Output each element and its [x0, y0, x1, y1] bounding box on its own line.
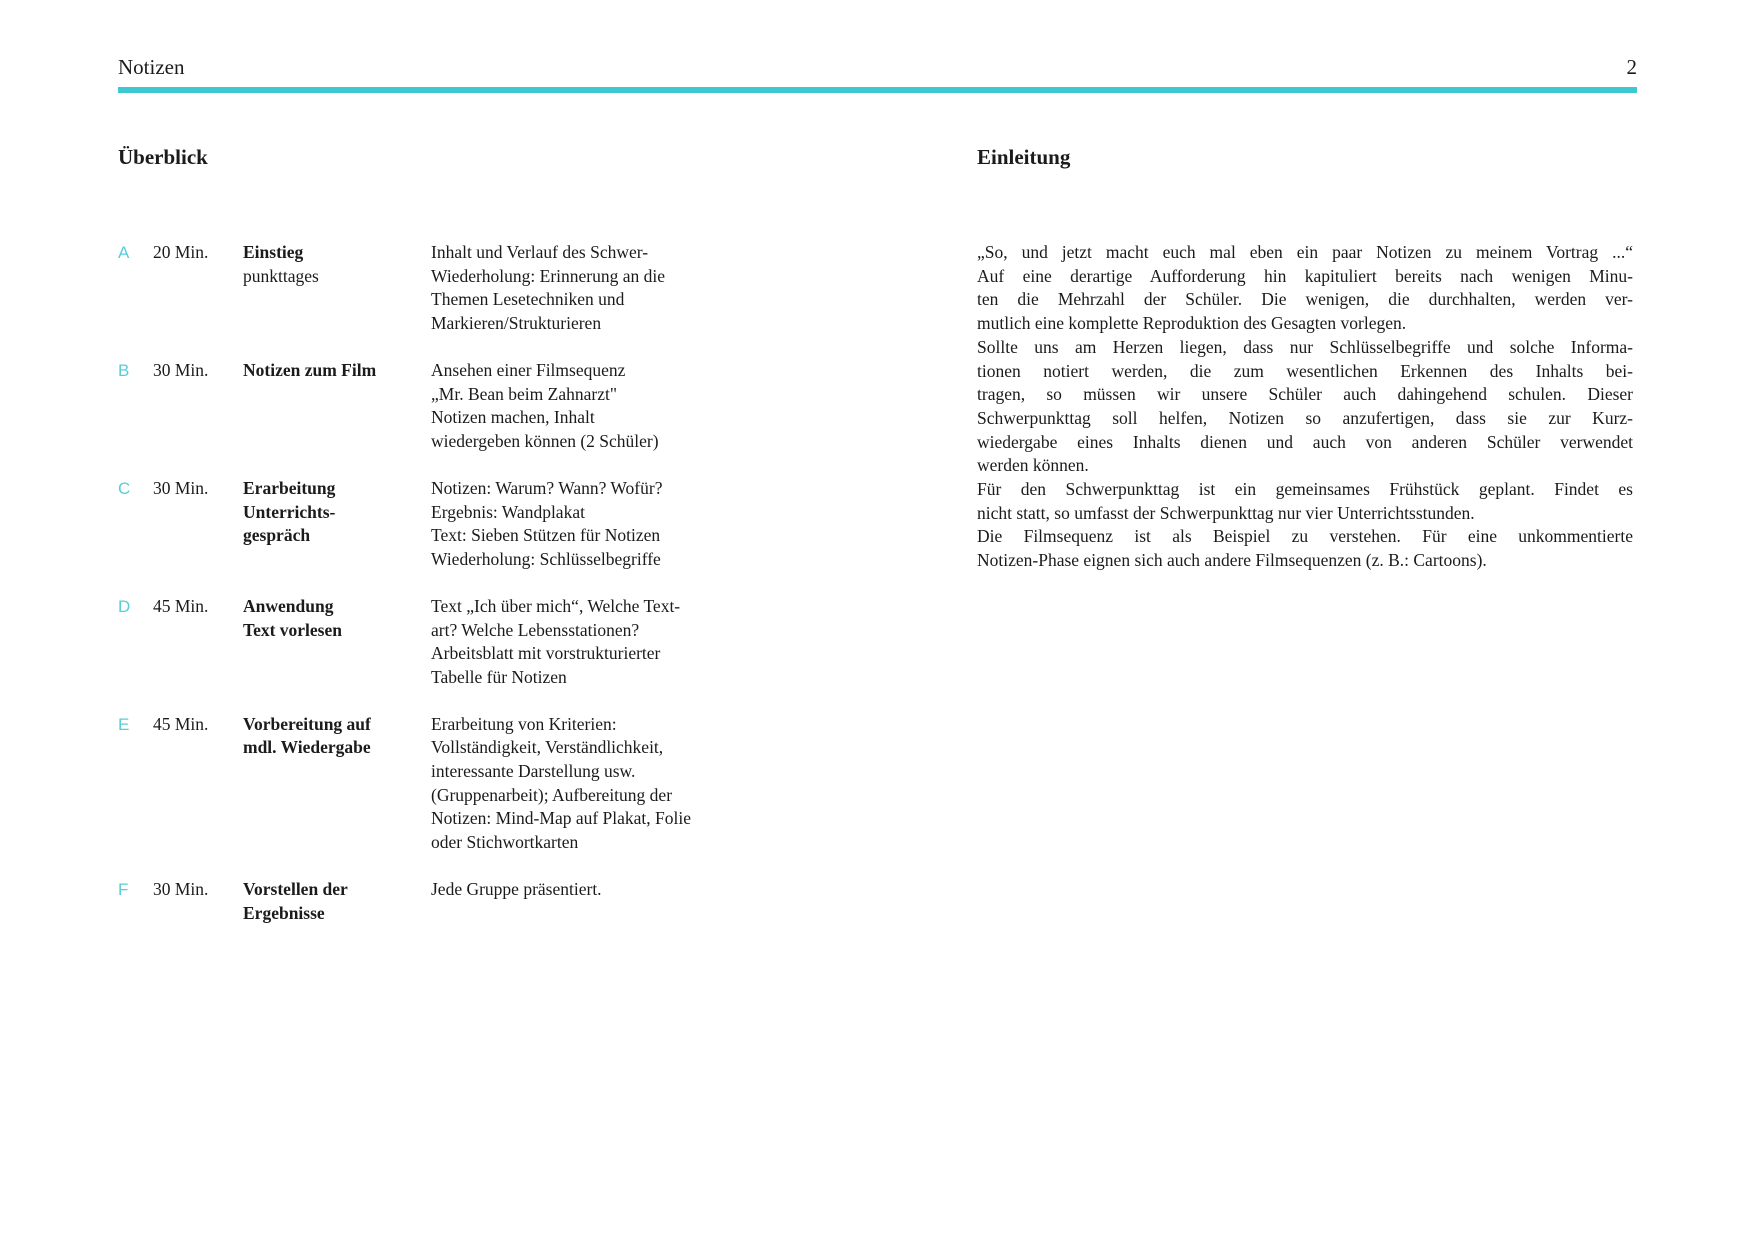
- topic-line: Einstieg: [243, 242, 304, 262]
- row-topic: [243, 878, 431, 925]
- einleitung-line: Auf eine derartige Aufforderung hin kapituliert bereits nach wenigen Minu-: [977, 265, 1633, 286]
- overview-row: [118, 241, 798, 335]
- overview-heading: Überblick: [118, 145, 208, 169]
- einleitung-line: tragen, so müssen wir unsere Schüler auch dahingehend schulen. Dieser: [977, 384, 1633, 405]
- description-line: Notizen: Warum? Wann? Wofür?: [431, 477, 663, 498]
- row-letter: F: [118, 880, 129, 900]
- description-line: Inhalt und Verlauf des Schwer-: [431, 242, 649, 262]
- row-description: [431, 713, 798, 855]
- description-line: interessante Darstellung usw.: [431, 761, 636, 782]
- overview-row: [118, 713, 798, 855]
- einleitung-line: Schwerpunkttag soll helfen, Notizen so anzufertigen, dass sie zur Kurz-: [977, 407, 1633, 428]
- row-duration: 30 Min.: [153, 477, 209, 498]
- row-description: [431, 878, 798, 925]
- page-title: Notizen: [118, 55, 185, 79]
- row-topic: [243, 713, 431, 855]
- einleitung-line: „So, und jetzt macht euch mal eben ein paar Notizen zu meinem Vortrag ...“: [977, 242, 1633, 262]
- einleitung-section: [977, 144, 1633, 573]
- topic-line: Vorbereitung auf: [243, 713, 371, 734]
- row-letter: D: [118, 596, 131, 616]
- row-topic: [243, 241, 431, 335]
- description-line: Erarbeitung von Kriterien:: [431, 713, 617, 734]
- row-topic: [243, 477, 431, 571]
- overview-row: [118, 878, 798, 925]
- row-letter: A: [118, 243, 130, 262]
- description-line: „Mr. Bean beim Zahnarzt": [431, 383, 617, 404]
- einleitung-line: wiedergabe eines Inhalts dienen und auch von anderen Schüler verwendet: [977, 431, 1633, 452]
- overview-row: [118, 359, 798, 453]
- description-line: oder Stichwortkarten: [431, 831, 579, 852]
- overview-section: [118, 144, 798, 949]
- description-line: Wiederholung: Erinnerung an die: [431, 265, 666, 286]
- einleitung-line: mutlich eine komplette Reproduktion des Gesagten vorlegen.: [977, 313, 1407, 334]
- row-letter: B: [118, 360, 130, 380]
- topic-line: Ergebnisse: [243, 902, 325, 923]
- description-line: (Gruppenarbeit); Aufbereitung der: [431, 784, 673, 805]
- overview-row: [118, 477, 798, 571]
- row-topic: [243, 595, 431, 689]
- topic-line: Unterrichts-: [243, 501, 336, 522]
- description-line: Text: Sieben Stützen für Notizen: [431, 525, 661, 546]
- description-line: Ansehen einer Filmsequenz: [431, 359, 626, 380]
- description-line: art? Welche Lebensstationen?: [431, 619, 640, 640]
- einleitung-heading: Einleitung: [977, 145, 1071, 169]
- einleitung-line: tionen notiert werden, die zum wesentlichen Erkennen des Inhalts bei-: [977, 360, 1633, 381]
- einleitung-line: Notizen-Phase eignen sich auch andere Filmsequenzen (z. B.: Cartoons).: [977, 550, 1487, 571]
- description-line: Text „Ich über mich“, Welche Text-: [431, 595, 681, 616]
- einleitung-line: Die Filmsequenz ist als Beispiel zu verstehen. Für eine unkommentierte: [977, 526, 1633, 547]
- row-duration: 45 Min.: [153, 595, 209, 616]
- row-description: [431, 241, 798, 335]
- page-header: [118, 54, 1637, 80]
- row-description: [431, 359, 798, 453]
- overview-row: [118, 595, 798, 689]
- topic-line: punkttages: [243, 265, 319, 286]
- row-topic: [243, 359, 431, 453]
- topic-line: mdl. Wiedergabe: [243, 737, 371, 758]
- description-line: Themen Lesetechniken und: [431, 289, 625, 310]
- topic-line: Text vorlesen: [243, 619, 342, 640]
- header-rule: [118, 87, 1637, 93]
- description-line: Vollständigkeit, Verständlichkeit,: [431, 737, 664, 758]
- topic-line: Vorstellen der: [243, 879, 348, 900]
- description-line: Arbeitsblatt mit vorstrukturierter: [431, 643, 661, 664]
- row-letter: E: [118, 714, 130, 734]
- row-duration: 30 Min.: [153, 879, 209, 900]
- row-letter: C: [118, 478, 131, 498]
- description-line: Jede Gruppe präsentiert.: [431, 879, 602, 900]
- topic-line: Anwendung: [243, 595, 334, 616]
- topic-line: gespräch: [243, 525, 311, 546]
- row-description: [431, 595, 798, 689]
- row-duration: 20 Min.: [153, 242, 209, 262]
- description-line: Notizen machen, Inhalt: [431, 407, 595, 428]
- description-line: Tabelle für Notizen: [431, 666, 567, 687]
- einleitung-line: Für den Schwerpunkttag ist ein gemeinsames Frühstück geplant. Findet es: [977, 479, 1633, 500]
- row-duration: 45 Min.: [153, 713, 209, 734]
- einleitung-line: ten die Mehrzahl der Schüler. Die wenigen, die durchhalten, werden ver-: [977, 289, 1633, 310]
- einleitung-line: Sollte uns am Herzen liegen, dass nur Schlüsselbegriffe und solche Informa-: [977, 336, 1633, 357]
- description-line: Ergebnis: Wandplakat: [431, 501, 585, 522]
- description-line: Markieren/Strukturieren: [431, 312, 602, 333]
- topic-line: Notizen zum Film: [243, 359, 377, 380]
- einleitung-line: werden können.: [977, 455, 1089, 476]
- description-line: wiedergeben können (2 Schüler): [431, 430, 659, 451]
- description-line: Notizen: Mind-Map auf Plakat, Folie: [431, 808, 692, 829]
- page-number: 2: [1626, 55, 1637, 79]
- topic-line: Erarbeitung: [243, 477, 336, 498]
- row-description: [431, 477, 798, 571]
- einleitung-line: nicht statt, so umfasst der Schwerpunkttag nur vier Unterrichtsstunden.: [977, 502, 1475, 523]
- description-line: Wiederholung: Schlüsselbegriffe: [431, 548, 661, 569]
- row-duration: 30 Min.: [153, 359, 209, 380]
